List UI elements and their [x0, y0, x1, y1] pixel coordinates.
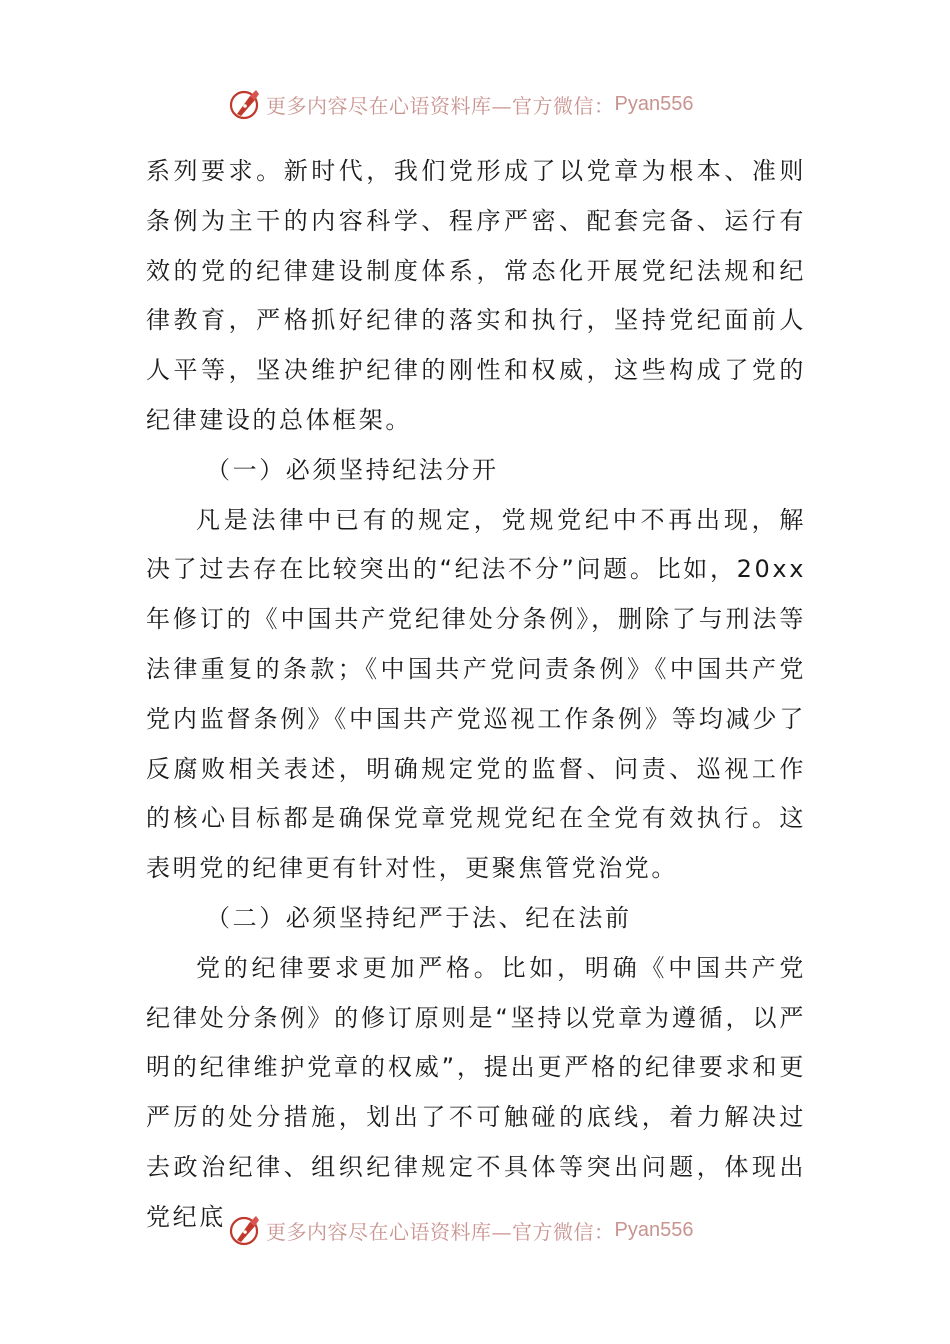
- header-banner-text: 更多内容尽在心语资料库—官方微信：: [266, 93, 615, 118]
- footer-wechat-id: Pyan556: [614, 1218, 694, 1241]
- pen-nib-icon: [228, 87, 262, 121]
- footer-banner: [228, 1212, 693, 1248]
- header-wechat-id: Pyan556: [614, 92, 694, 115]
- section-heading-2: （二）必须坚持纪严于法、纪在法前: [206, 903, 632, 932]
- document-body: [146, 147, 806, 1243]
- footer-banner-text: 更多内容尽在心语资料库—官方微信：: [266, 1219, 615, 1244]
- paragraph-section-2: 党的纪律要求更加严格。比如，明确《中国共产党纪律处分条例》的修订原则是“坚持以党章为遵循，以严明的纪律维护党章的权威”，提出更严格的纪律要求和更严厉的处分措施，划出了不可触碰的底线，着力解决过去政治纪律、组织纪律规定不具体等突出问题，体现出党纪底: [146, 953, 806, 1231]
- header-banner: [228, 86, 693, 122]
- paragraph-section-1: 凡是法律中已有的规定，党规党纪中不再出现，解决了过去存在比较突出的“纪法不分”问题。比如，20xx年修订的《中国共产党纪律处分条例》，删除了与刑法等法律重复的条款；《中国共产党问责条例》《中国共产党党内监督条例》《中国共产党巡视工作条例》等均减少了反腐败相关表述，明确规定党的监督、问责、巡视工作的核心目标都是确保党章党规党纪在全党有效执行。这表明党的纪律更有针对性，更聚焦管党治党。: [146, 505, 806, 883]
- section-heading-1: （一）必须坚持纪法分开: [206, 455, 499, 484]
- pen-nib-icon: [228, 1213, 262, 1247]
- paragraph-intro: 系列要求。新时代，我们党形成了以党章为根本、准则条例为主干的内容科学、程序严密、配套完备、运行有效的党的纪律建设制度体系，常态化开展党纪法规和纪律教育，严格抓好纪律的落实和执行，坚持党纪面前人人平等，坚决维护纪律的刚性和权威，这些构成了党的纪律建设的总体框架。: [146, 157, 806, 434]
